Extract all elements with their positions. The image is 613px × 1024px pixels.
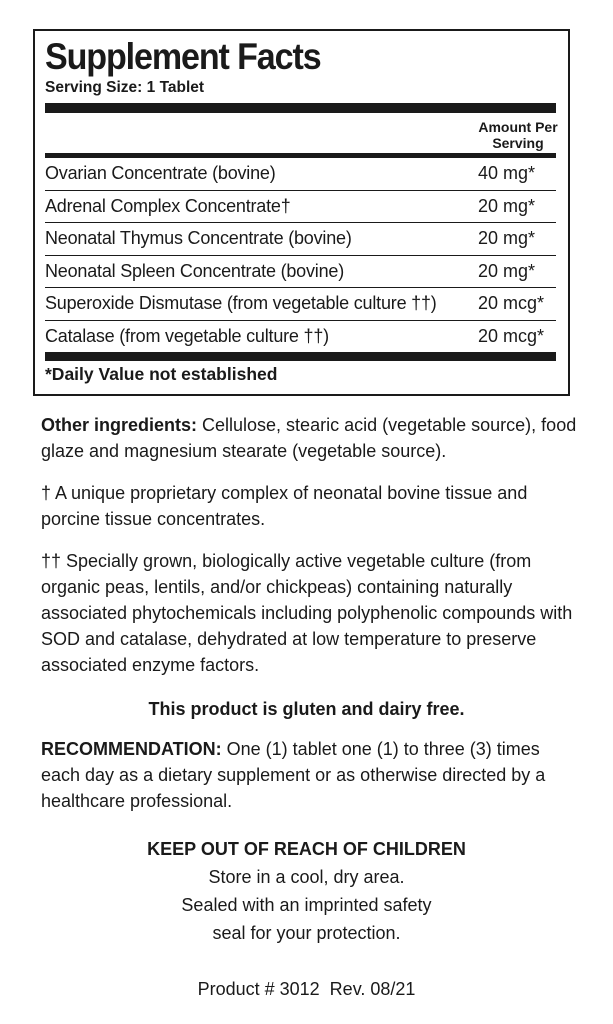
daily-value-note: *Daily Value not established <box>45 364 278 384</box>
ingredient-amount: 20 mg* <box>478 195 536 216</box>
ingredient-row <box>45 288 556 321</box>
recommendation-text: One (1) tablet one (1) to three (3) times each day as a dietary supplement or as otherwise directed by a healthcare professional. <box>41 739 546 811</box>
serving-size: Serving Size: 1 Tablet <box>45 79 205 96</box>
other-ingredients-label: Other ingredients: <box>41 415 198 435</box>
other-ingredients <box>41 412 581 464</box>
double-dagger-note <box>41 548 581 678</box>
ingredient-name: Adrenal Complex Concentrate† <box>45 195 291 216</box>
ingredient-amount: 20 mcg* <box>478 325 545 346</box>
ingredient-row <box>45 223 556 256</box>
amount-per-serving-header <box>472 113 564 149</box>
dagger-note <box>41 480 581 532</box>
ingredient-amount: 20 mg* <box>478 228 536 249</box>
product-info: Product # 3012 Rev. 08/21 <box>197 979 416 999</box>
ingredient-name: Catalase (from vegetable culture ††) <box>45 325 329 346</box>
ingredient-row <box>45 256 556 289</box>
amount-header-line2: Serving <box>492 135 544 151</box>
facts-title: Supplement Facts <box>45 36 321 77</box>
ingredient-name: Neonatal Thymus Concentrate (bovine) <box>45 228 352 249</box>
ingredient-row <box>45 191 556 224</box>
gluten-statement: This product is gluten and dairy free. <box>148 699 465 719</box>
recommendation-label: RECOMMENDATION: <box>41 739 222 759</box>
double-dagger-note-text: †† Specially grown, biologically active vegetable culture (from organic peas, lentils, and/or chickpeas) containing naturally associated phytochemicals including polyphenolic compounds with SOD and catalase, dehydrated at low temperature to preserve associated enzyme factors. <box>41 551 573 675</box>
ingredient-row <box>45 158 556 191</box>
seal-line-1: Sealed with an imprinted safety <box>181 895 432 915</box>
ingredient-name: Superoxide Dismutase (from vegetable culture ††) <box>45 293 437 314</box>
dagger-note-text: † A unique proprietary complex of neonatal bovine tissue and porcine tissue concentrates. <box>41 483 528 529</box>
ingredient-amount: 20 mcg* <box>478 293 545 314</box>
storage-line: Store in a cool, dry area. <box>208 867 405 887</box>
seal-line-2: seal for your protection. <box>212 923 401 943</box>
ingredient-name: Neonatal Spleen Concentrate (bovine) <box>45 260 344 281</box>
ingredient-amount: 20 mg* <box>478 260 536 281</box>
ingredient-list <box>45 158 556 352</box>
bottom-divider <box>45 352 556 361</box>
ingredient-row <box>45 321 556 353</box>
ingredient-amount: 40 mg* <box>478 163 536 184</box>
top-divider <box>45 103 556 113</box>
recommendation <box>41 736 581 814</box>
warning-heading: KEEP OUT OF REACH OF CHILDREN <box>147 839 466 859</box>
amount-header-line1: Amount Per <box>478 119 558 135</box>
warning-section <box>0 835 613 947</box>
ingredient-name: Ovarian Concentrate (bovine) <box>45 163 276 184</box>
supplement-facts-panel <box>33 29 570 396</box>
other-ingredients-text: Cellulose, stearic acid (vegetable source), food glaze and magnesium stearate (vegetable source). <box>41 415 577 461</box>
